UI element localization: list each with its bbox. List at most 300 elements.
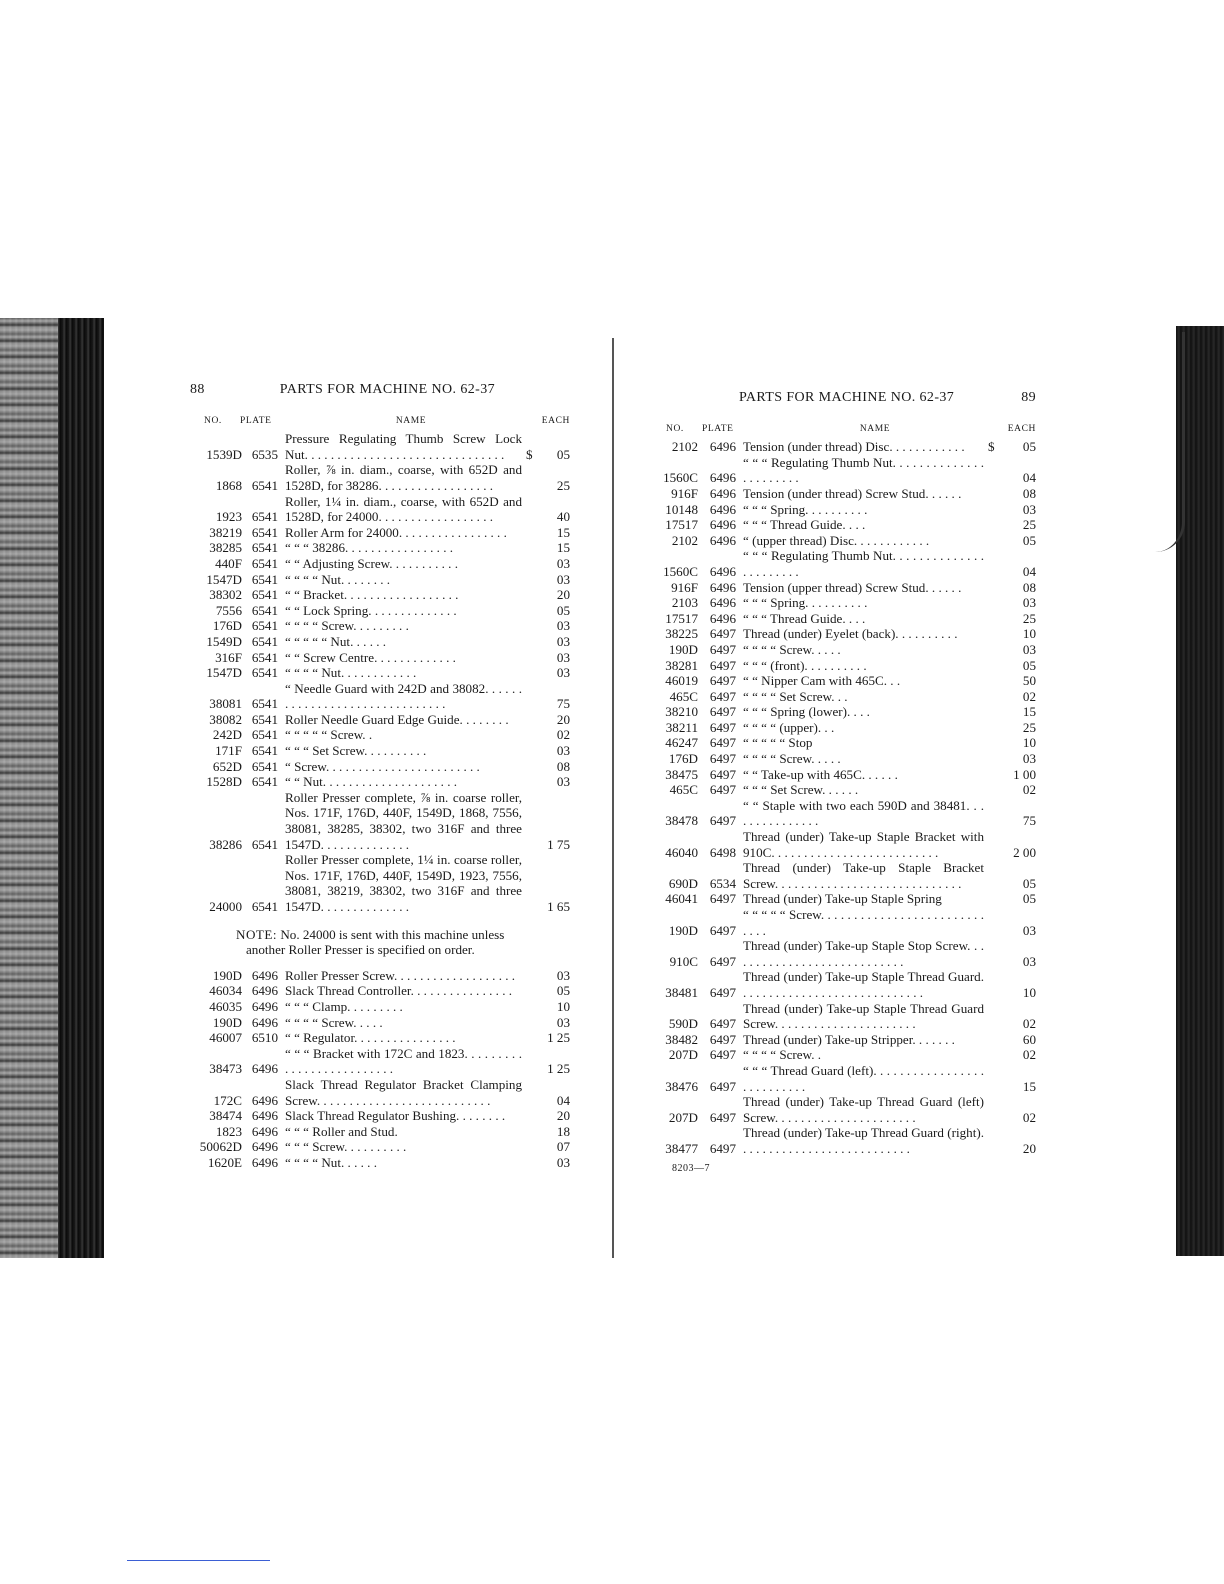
part-name: “ “ “ “ Nut. . . . . . . . <box>285 571 391 587</box>
parts-list <box>190 968 570 1171</box>
part-name: “ “ “ “ “ Stop <box>743 735 813 751</box>
plate-number: 6496 <box>251 1123 278 1139</box>
table-row <box>190 852 570 914</box>
plate-number: 6497 <box>709 782 736 798</box>
part-number: 38281 <box>665 657 698 673</box>
table-row <box>190 1030 570 1046</box>
part-name: “ “ Nut. . . . . . . . . . . . . . . . . . . . . <box>285 774 458 790</box>
price: 03 <box>556 571 570 587</box>
table-row <box>652 720 1036 736</box>
price: 2 00 <box>1013 844 1036 860</box>
part-name: Thread (under) Take-up Staple Spring <box>743 891 942 907</box>
part-name: “ Screw. . . . . . . . . . . . . . . . . . . . . . . . <box>285 758 480 774</box>
part-number: 17517 <box>665 610 698 626</box>
table-row <box>190 790 570 852</box>
table-row <box>190 1108 570 1124</box>
part-name: “ “ “ “ “ Screw. . . . . . . . . . . . . . . . . . . . . . . . . . . . . <box>743 907 984 938</box>
price: 03 <box>556 555 570 571</box>
part-number: 590D <box>668 1016 698 1032</box>
table-row <box>652 517 1036 533</box>
plate-number: 6496 <box>251 1154 278 1170</box>
part-name: “ “ “ Set Screw. . . . . . <box>743 782 859 798</box>
part-number: 46041 <box>665 891 698 907</box>
plate-number: 6497 <box>709 719 736 735</box>
part-number: 440F <box>215 555 242 571</box>
part-name: Tension (under thread) Disc. . . . . . . . . . . . <box>743 439 965 455</box>
price: 50 <box>1022 673 1036 689</box>
part-name: Roller Presser complete, 1¼ in. coarse roller, Nos. 171F, 176D, 440F, 1549D, 1923, 7556, 38081, 38219, 38302, two 316F and three 1547D. . . . . . . . . . . . . . <box>285 852 522 914</box>
price: 03 <box>556 649 570 665</box>
part-name: “ “ Regulator. . . . . . . . . . . . . . . . <box>285 1030 456 1046</box>
running-head-title: PARTS FOR MACHINE NO. 62-37 <box>279 382 495 397</box>
part-number: 242D <box>212 727 242 743</box>
table-row <box>190 618 570 634</box>
running-head-title: PARTS FOR MACHINE NO. 62-37 <box>738 390 955 405</box>
part-name: Thread (under) Eyelet (back). . . . . . . . . . <box>743 626 958 642</box>
table-row <box>652 658 1036 674</box>
plate-number: 6496 <box>251 1014 278 1030</box>
price: 03 <box>1022 922 1036 938</box>
left-page <box>190 382 570 1171</box>
part-number: 38476 <box>665 1078 698 1094</box>
part-number: 38211 <box>665 719 698 735</box>
plate-number: 6541 <box>251 618 278 634</box>
price: 15 <box>556 540 570 556</box>
part-number: 38473 <box>209 1061 242 1077</box>
table-row <box>190 774 570 790</box>
part-name: Thread (under) Take-up Thread Guard (right). . . . . . . . . . . . . . . . . . . . . . . . . . . <box>743 1125 984 1156</box>
table-row <box>190 1077 570 1108</box>
price: 04 <box>1022 563 1036 579</box>
price: 03 <box>556 618 570 634</box>
price: 05 <box>556 446 570 462</box>
column-header-plate: PLATE <box>240 415 272 426</box>
part-name: “ “ “ Thread Guard (left). . . . . . . . . . . . . . . . . . . . . . . . . . . <box>743 1062 984 1094</box>
part-number: 1560C <box>663 470 698 486</box>
price: 03 <box>1022 953 1036 969</box>
price: 10 <box>1022 735 1036 751</box>
table-row <box>190 494 570 525</box>
part-name: “ “ “ “ Nut. . . . . . <box>285 1154 377 1170</box>
part-name: “ “ “ “ Set Screw. . . <box>743 688 848 704</box>
column-header-each: EACH <box>541 415 570 426</box>
plate-number: 6496 <box>709 532 736 548</box>
price: 08 <box>556 758 570 774</box>
table-row <box>190 462 570 493</box>
part-name: “ Needle Guard with 242D and 38082. . . . . . . . . . . . . . . . . . . . . . . . . . . . . . . <box>285 680 522 712</box>
plate-number: 6497 <box>709 984 736 1000</box>
plate-number: 6510 <box>251 1030 278 1046</box>
part-number: 10148 <box>665 501 698 517</box>
part-number: 38225 <box>665 626 698 642</box>
price: 05 <box>1022 891 1036 907</box>
plate-number: 6496 <box>251 967 278 983</box>
price: 20 <box>556 587 570 603</box>
table-row <box>652 969 1036 1000</box>
price: 15 <box>1022 704 1036 720</box>
table-row <box>190 759 570 775</box>
part-number: 38474 <box>209 1108 242 1124</box>
table-row <box>652 1001 1036 1032</box>
printer-code: 8203—7 <box>672 1162 710 1174</box>
plate-number: 6497 <box>709 751 736 767</box>
part-name: “ “ “ “ Screw. . . . . <box>743 641 841 657</box>
part-name: Slack Thread Regulator Bracket Clamping Screw. . . . . . . . . . . . . . . . . . . . . . . . . . . <box>285 1076 522 1108</box>
part-name: “ “ “ “ “ Screw. . <box>285 727 373 743</box>
part-name: Roller Arm for 24000. . . . . . . . . . . . . . . . . <box>285 524 507 540</box>
price: 05 <box>556 983 570 999</box>
table-row <box>190 665 570 681</box>
plate-number: 6541 <box>251 711 278 727</box>
part-name: “ “ “ Regulating Thumb Nut. . . . . . . . . . . . . . . . . . . . . . . <box>743 454 984 486</box>
table-row <box>190 743 570 759</box>
plate-number: 6496 <box>709 563 736 579</box>
plate-number: 6497 <box>709 1109 736 1125</box>
part-number: 176D <box>212 618 242 634</box>
plate-number: 6496 <box>709 501 736 517</box>
plate-number: 6535 <box>251 446 278 462</box>
table-row <box>652 1047 1036 1063</box>
part-number: 176D <box>668 751 698 767</box>
part-name: “ “ “ Thread Guide. . . . <box>743 517 866 533</box>
table-row <box>652 938 1036 969</box>
plate-number: 6497 <box>709 1047 736 1063</box>
part-name: “ “ Adjusting Screw. . . . . . . . . . . <box>285 555 458 571</box>
scan-noise <box>0 318 58 1258</box>
part-name: “ “ Bracket. . . . . . . . . . . . . . . . . . <box>285 587 459 603</box>
price: 02 <box>1022 1047 1036 1063</box>
part-number: 690D <box>668 875 698 891</box>
part-number: 172C <box>213 1092 242 1108</box>
part-number: 46019 <box>665 673 698 689</box>
table-row <box>652 611 1036 627</box>
plate-number: 6496 <box>709 439 736 455</box>
price: 1 00 <box>1013 766 1036 782</box>
price: 03 <box>556 967 570 983</box>
table-row <box>652 1094 1036 1125</box>
table-row <box>652 1063 1036 1094</box>
part-number: 38478 <box>665 813 698 829</box>
price: 15 <box>1022 1078 1036 1094</box>
part-name: “ “ “ “ (upper). . . <box>743 719 835 735</box>
table-row <box>190 999 570 1015</box>
table-row <box>652 891 1036 907</box>
plate-number: 6541 <box>251 587 278 603</box>
part-name: Thread (under) Take-up Staple Bracket with 910C. . . . . . . . . . . . . . . . . . . . . . . . . . <box>743 829 984 860</box>
part-number: 38475 <box>665 766 698 782</box>
part-name: Slack Thread Controller. . . . . . . . . . . . . . . . <box>285 983 513 999</box>
part-number: 38482 <box>665 1031 698 1047</box>
part-number: 38081 <box>209 696 242 712</box>
book-page-edges-right <box>1176 326 1224 1256</box>
part-number: 1547D <box>206 665 242 681</box>
part-name: Roller Presser Screw. . . . . . . . . . . . . . . . . . . <box>285 967 516 983</box>
column-header-name: NAME <box>859 423 891 434</box>
plate-number: 6497 <box>709 1078 736 1094</box>
column-header-name: NAME <box>395 415 427 426</box>
part-name: Thread (under) Take-up Thread Guard (left) Screw. . . . . . . . . . . . . . . . . . . . . . <box>743 1094 984 1125</box>
part-number: 38285 <box>209 540 242 556</box>
plate-number: 6496 <box>251 1139 278 1155</box>
part-name: “ “ “ Thread Guide. . . . <box>743 610 866 626</box>
plate-number: 6496 <box>251 1092 278 1108</box>
table-row <box>652 1125 1036 1156</box>
note <box>190 927 570 958</box>
table-row <box>190 1015 570 1031</box>
price: 75 <box>556 696 570 712</box>
part-name: “ “ “ “ Screw. . . . . <box>743 751 841 767</box>
part-name: Tension (upper thread) Screw Stud. . . . . . <box>743 579 962 595</box>
part-number: 207D <box>668 1047 698 1063</box>
part-number: 2102 <box>671 532 698 548</box>
part-name: “ “ “ “ Screw. . . . . <box>285 1014 383 1030</box>
part-name: “ “ “ Screw. . . . . . . . . . <box>285 1139 407 1155</box>
currency-sign: $ <box>526 446 533 462</box>
plate-number: 6497 <box>709 641 736 657</box>
plate-number: 6497 <box>709 673 736 689</box>
part-name: “ “ “ Bracket with 172C and 1823. . . . . . . . . . . . . . . . . . . . . . . . . . <box>285 1045 522 1077</box>
plate-number: 6497 <box>709 1016 736 1032</box>
part-number: 2102 <box>671 439 698 455</box>
part-number: 1547D <box>206 571 242 587</box>
table-row <box>652 704 1036 720</box>
part-number: 190D <box>212 1014 242 1030</box>
plate-number: 6541 <box>251 633 278 649</box>
page-number: 89 <box>1021 390 1036 405</box>
table-row <box>190 1155 570 1171</box>
price: 03 <box>556 665 570 681</box>
table-row <box>652 502 1036 518</box>
column-header-no: NO. <box>204 415 222 426</box>
plate-number: 6496 <box>251 1108 278 1124</box>
table-row <box>652 907 1036 938</box>
plate-number: 6497 <box>709 1031 736 1047</box>
price: 03 <box>556 1014 570 1030</box>
table-row <box>652 860 1036 891</box>
price: 03 <box>556 1154 570 1170</box>
price: 03 <box>1022 751 1036 767</box>
right-page <box>652 390 1036 1176</box>
part-number: 916F <box>671 579 698 595</box>
part-number: 38302 <box>209 587 242 603</box>
plate-number: 6497 <box>709 704 736 720</box>
part-name: “ “ Staple with two each 590D and 38481. . . . . . . . . . . . . . . <box>743 797 984 829</box>
part-name: Thread (under) Take-up Stripper. . . . . . . <box>743 1031 955 1047</box>
part-number: 38082 <box>209 711 242 727</box>
price: 02 <box>1022 782 1036 798</box>
plate-number: 6497 <box>709 688 736 704</box>
plate-number: 6541 <box>251 540 278 556</box>
part-name: Slack Thread Regulator Bushing. . . . . . . . <box>285 1108 506 1124</box>
table-row <box>190 431 570 462</box>
table-row <box>652 533 1036 549</box>
price: 03 <box>1022 501 1036 517</box>
part-number: 46007 <box>209 1030 242 1046</box>
plate-number: 6497 <box>709 766 736 782</box>
price: 05 <box>1022 439 1036 455</box>
price: 07 <box>556 1139 570 1155</box>
part-number: 46035 <box>209 998 242 1014</box>
part-number: 1560C <box>663 563 698 579</box>
column-headers <box>190 414 570 430</box>
table-row <box>652 689 1036 705</box>
part-number: 38286 <box>209 836 242 852</box>
table-row <box>190 712 570 728</box>
price: 1 75 <box>547 836 570 852</box>
part-name: Thread (under) Take-up Staple Thread Guard Screw. . . . . . . . . . . . . . . . . . . . . . <box>743 1000 984 1032</box>
plate-number: 6541 <box>251 665 278 681</box>
part-name: Thread (under) Take-up Staple Thread Guard. . . . . . . . . . . . . . . . . . . . . . . . . . . . . <box>743 969 984 1000</box>
table-row <box>652 751 1036 767</box>
table-row <box>652 642 1036 658</box>
plate-number: 6498 <box>709 844 736 860</box>
plate-number: 6541 <box>251 571 278 587</box>
part-name: “ “ “ “ Nut. . . . . . . . . . . . <box>285 665 417 681</box>
part-number: 50062D <box>199 1139 242 1155</box>
column-header-no: NO. <box>666 423 684 434</box>
price: 10 <box>1022 984 1036 1000</box>
plate-number: 6496 <box>709 485 736 501</box>
part-name: “ “ “ Clamp. . . . . . . . . <box>285 998 403 1014</box>
table-row <box>652 548 1036 579</box>
table-row <box>652 1032 1036 1048</box>
table-row <box>190 634 570 650</box>
price: 03 <box>556 743 570 759</box>
price: 20 <box>556 711 570 727</box>
part-number: 38210 <box>665 704 698 720</box>
table-row <box>190 540 570 556</box>
part-number: 38481 <box>665 984 698 1000</box>
part-number: 1620E <box>207 1154 242 1170</box>
plate-number: 6497 <box>709 735 736 751</box>
price: 02 <box>1022 1016 1036 1032</box>
table-row <box>652 486 1036 502</box>
plate-number: 6496 <box>709 579 736 595</box>
plate-number: 6497 <box>709 1140 736 1156</box>
plate-number: 6541 <box>251 696 278 712</box>
part-name: “ “ Take-up with 465C. . . . . . <box>743 766 898 782</box>
part-number: 1868 <box>215 477 242 493</box>
plate-number: 6541 <box>251 727 278 743</box>
table-row <box>652 767 1036 783</box>
book-gutter <box>612 338 614 1258</box>
price: 03 <box>556 774 570 790</box>
plate-number: 6497 <box>709 657 736 673</box>
plate-number: 6497 <box>709 891 736 907</box>
book-page-edges-left <box>0 318 104 1258</box>
plate-number: 6496 <box>709 595 736 611</box>
price: 02 <box>1022 1109 1036 1125</box>
plate-number: 6541 <box>251 649 278 665</box>
part-number: 1528D <box>206 774 242 790</box>
price: 05 <box>1022 657 1036 673</box>
part-name: “ “ “ (front). . . . . . . . . . <box>743 657 867 673</box>
part-number: 171F <box>215 743 242 759</box>
price: 10 <box>1022 626 1036 642</box>
price: 1 25 <box>547 1061 570 1077</box>
plate-number: 6541 <box>251 509 278 525</box>
price: 10 <box>556 998 570 1014</box>
part-name: Roller, 1¼ in. diam., coarse, with 652D and 1528D, for 24000. . . . . . . . . . . . . . . . . . <box>285 493 522 525</box>
part-number: 207D <box>668 1109 698 1125</box>
table-row <box>190 525 570 541</box>
part-number: 652D <box>212 758 242 774</box>
table-row <box>190 650 570 666</box>
part-number: 465C <box>669 688 698 704</box>
part-number: 17517 <box>665 517 698 533</box>
part-name: Tension (under thread) Screw Stud. . . . . . <box>743 485 962 501</box>
plate-number: 6541 <box>251 899 278 914</box>
part-number: 1549D <box>206 633 242 649</box>
table-row <box>652 595 1036 611</box>
price: 03 <box>1022 595 1036 611</box>
plate-number: 6497 <box>709 813 736 829</box>
price: 1 25 <box>547 1030 570 1046</box>
price: 20 <box>1022 1140 1036 1156</box>
plate-number: 6541 <box>251 524 278 540</box>
price: 40 <box>556 509 570 525</box>
plate-number: 6534 <box>709 875 736 891</box>
plate-number: 6541 <box>251 602 278 618</box>
part-number: 465C <box>669 782 698 798</box>
part-number: 24000 <box>209 899 242 914</box>
price: 03 <box>556 633 570 649</box>
plate-number: 6541 <box>251 477 278 493</box>
plate-number: 6497 <box>709 626 736 642</box>
part-name: “ “ “ “ “ Nut. . . . . . <box>285 633 387 649</box>
part-name: “ “ “ Regulating Thumb Nut. . . . . . . . . . . . . . . . . . . . . . . <box>743 548 984 579</box>
part-number: 190D <box>668 922 698 938</box>
price: 15 <box>556 524 570 540</box>
price: 75 <box>1022 813 1036 829</box>
table-row <box>652 626 1036 642</box>
part-number: 2103 <box>671 595 698 611</box>
part-number: 46247 <box>665 735 698 751</box>
part-name: “ (upper thread) Disc. . . . . . . . . . . . <box>743 532 930 548</box>
price: 02 <box>556 727 570 743</box>
part-number: 7556 <box>215 602 242 618</box>
price: 02 <box>1022 688 1036 704</box>
table-row <box>652 580 1036 596</box>
parts-list <box>652 439 1036 1156</box>
table-row <box>652 455 1036 486</box>
plate-number: 6541 <box>251 758 278 774</box>
plate-number: 6496 <box>709 470 736 486</box>
part-number: 46040 <box>665 844 698 860</box>
part-name: “ “ Nipper Cam with 465C. . . <box>743 673 901 689</box>
price: 08 <box>1022 485 1036 501</box>
part-name: “ “ “ Spring (lower). . . . <box>743 704 870 720</box>
part-name: “ “ “ 38286. . . . . . . . . . . . . . . . . <box>285 540 454 556</box>
column-header-plate: PLATE <box>702 423 734 434</box>
table-row <box>190 968 570 984</box>
part-number: 190D <box>668 641 698 657</box>
column-header-each: EACH <box>1007 423 1036 434</box>
part-name: “ “ “ Roller and Stud. <box>285 1123 398 1139</box>
part-number: 910C <box>669 953 698 969</box>
part-name: Roller Needle Guard Edge Guide. . . . . . . . <box>285 711 509 727</box>
table-row <box>190 983 570 999</box>
price: 08 <box>1022 579 1036 595</box>
note-label: NOTE: <box>236 926 278 942</box>
price: 05 <box>556 602 570 618</box>
table-row <box>190 587 570 603</box>
table-row <box>652 673 1036 689</box>
price: 04 <box>1022 470 1036 486</box>
part-number: 1539D <box>206 446 242 462</box>
column-headers <box>652 422 1036 438</box>
plate-number: 6541 <box>251 774 278 790</box>
